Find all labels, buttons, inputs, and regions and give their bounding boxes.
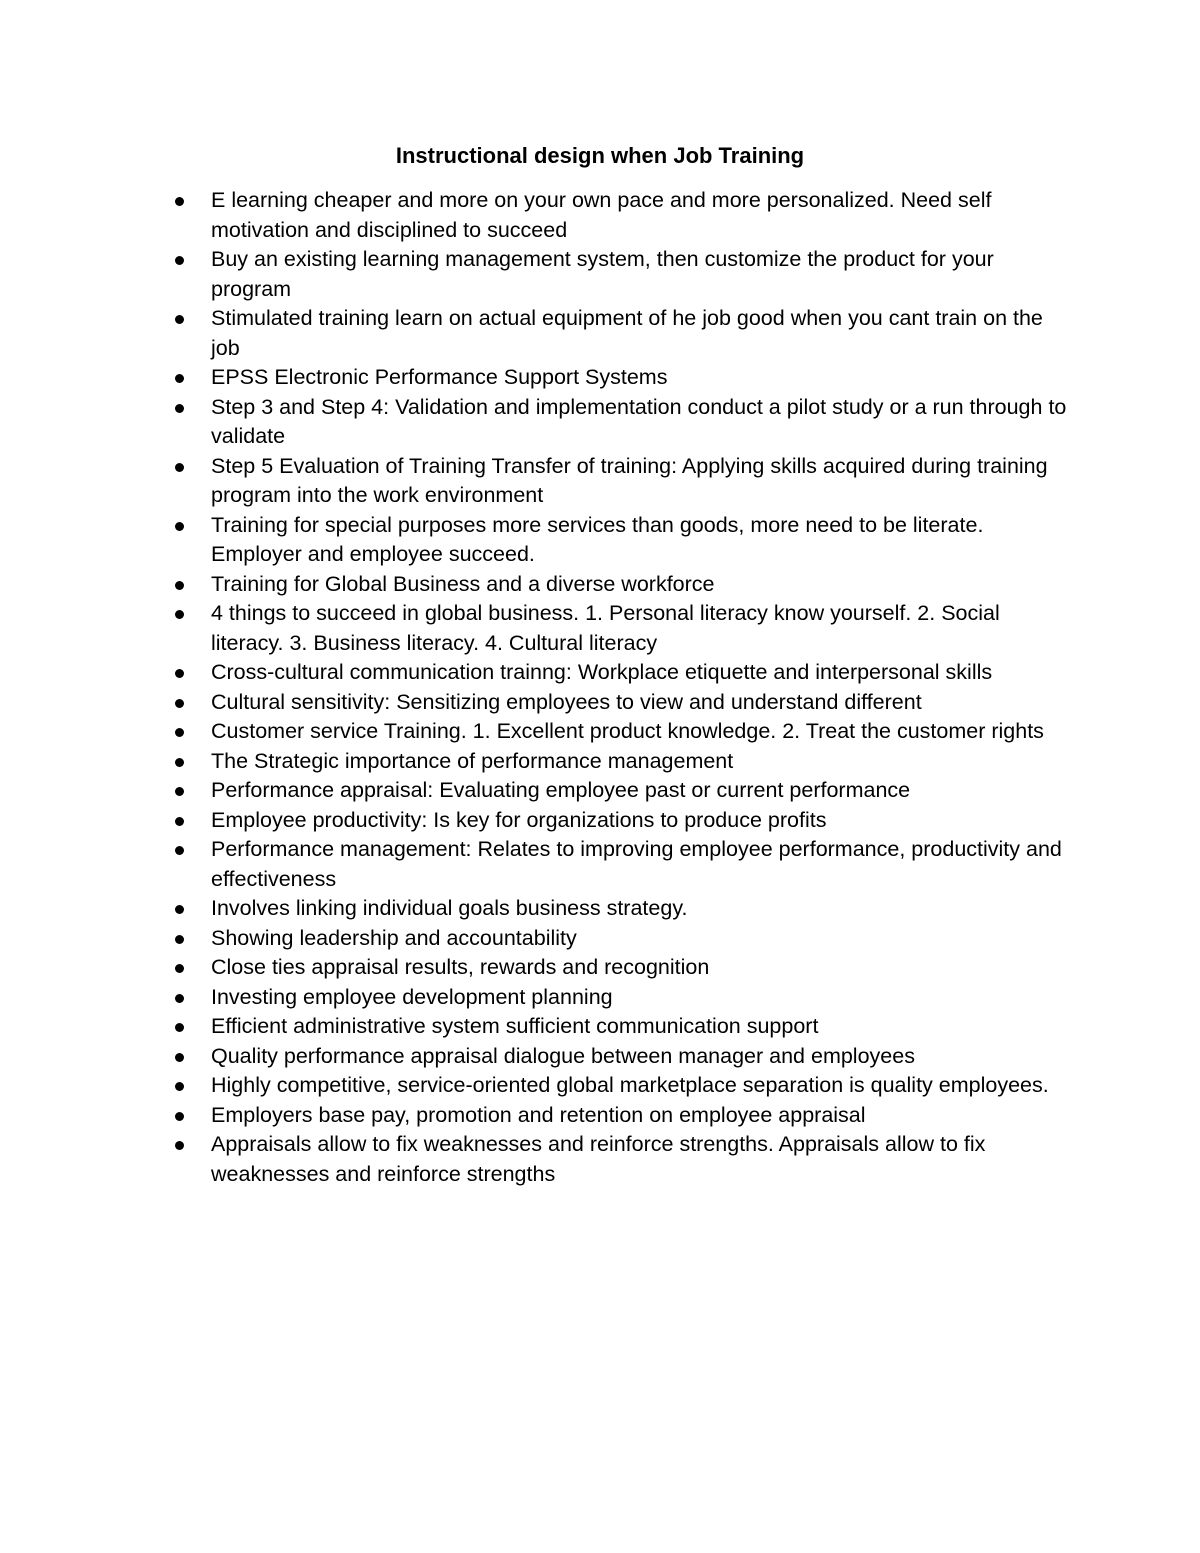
bullet-text: Showing leadership and accountability <box>211 925 577 950</box>
bullet-text: Cross-cultural communication trainng: Workplace etiquette and interpersonal skills <box>211 660 993 684</box>
bullet-text: EPSS Electronic Performance Support Systems <box>211 365 668 389</box>
bullet-icon <box>175 817 184 826</box>
bullet-text: Performance appraisal: Evaluating employee past or current performance <box>211 778 911 802</box>
bullet-text: Highly competitive, service-oriented global marketplace separation is quality employees. <box>211 1073 1049 1097</box>
bullet-icon <box>175 581 184 590</box>
bullet-text: Quality performance appraisal dialogue between manager and employees <box>211 1043 915 1068</box>
bullet-item-3 <box>171 304 1071 363</box>
bullet-text: The Strategic importance of performance management <box>211 748 734 773</box>
bullet-icon <box>175 699 184 708</box>
bullet-item-7 <box>171 511 1071 570</box>
bullet-text: Involves linking individual goals business strategy. <box>211 896 688 920</box>
bullet-icon <box>175 1082 184 1091</box>
bullet-item-16 <box>171 835 1071 894</box>
bullet-icon <box>175 610 184 619</box>
bullet-item-18 <box>171 924 1071 954</box>
bullet-item-23 <box>171 1071 1071 1101</box>
bullet-icon <box>175 197 184 206</box>
bullet-icon <box>175 463 184 472</box>
bullet-item-21 <box>171 1012 1071 1042</box>
bullet-icon <box>175 1141 184 1150</box>
bullet-text: Stimulated training learn on actual equipment of he job good when you cant train on the job <box>211 306 1043 360</box>
bullet-item-25 <box>171 1130 1071 1189</box>
bullet-text: Employers base pay, promotion and retention on employee appraisal <box>211 1102 866 1127</box>
bullet-text: Employee productivity: Is key for organizations to produce profits <box>211 807 827 832</box>
bullet-item-19 <box>171 953 1071 983</box>
bullet-item-13 <box>171 747 1071 777</box>
bullet-icon <box>175 846 184 855</box>
bullet-item-22 <box>171 1042 1071 1072</box>
bullet-icon <box>175 935 184 944</box>
bullet-item-10 <box>171 658 1071 688</box>
bullet-item-17 <box>171 894 1071 924</box>
bullet-item-8 <box>171 570 1071 600</box>
bullet-item-12 <box>171 717 1071 747</box>
document-title: Instructional design when Job Training <box>395 143 805 168</box>
bullet-icon <box>175 1023 184 1032</box>
bullet-item-14 <box>171 776 1071 806</box>
bullet-text: Customer service Training. 1. Excellent product knowledge. 2. Treat the customer rights <box>211 719 1044 743</box>
bullet-item-15 <box>171 806 1071 836</box>
bullet-text: Close ties appraisal results, rewards and recognition <box>211 955 710 979</box>
bullet-item-4 <box>171 363 1071 393</box>
bullet-icon <box>175 315 184 324</box>
bullet-text: Buy an existing learning management system, then customize the product for your program <box>211 247 994 301</box>
bullet-icon <box>175 728 184 737</box>
bullet-item-2 <box>171 245 1071 304</box>
bullet-icon <box>175 905 184 914</box>
bullet-text: Training for Global Business and a diverse workforce <box>211 571 715 596</box>
bullet-text: Efficient administrative system sufficient communication support <box>211 1014 819 1038</box>
bullet-item-24 <box>171 1101 1071 1131</box>
bullet-icon <box>175 964 184 973</box>
bullet-text: Appraisals allow to fix weaknesses and reinforce strengths. Appraisals allow to fix weaknesses and reinforce strengths <box>211 1132 986 1186</box>
bullet-item-20 <box>171 983 1071 1013</box>
bullet-text: E learning cheaper and more on your own pace and more personalized. Need self motivation and disciplined to succeed <box>211 188 992 242</box>
bullet-icon <box>175 522 184 531</box>
bullet-text: Step 3 and Step 4: Validation and implementation conduct a pilot study or a run through to validate <box>211 394 1067 448</box>
bullet-item-5 <box>171 393 1071 452</box>
bullet-text: Step 5 Evaluation of Training Transfer of training: Applying skills acquired during training program into the work environment <box>211 453 1048 507</box>
bullet-text: 4 things to succeed in global business. 1. Personal literacy know yourself. 2. Social literacy. 3. Business literacy. 4. Cultural literacy <box>211 601 1000 655</box>
bullet-icon <box>175 758 184 767</box>
bullet-item-6 <box>171 452 1071 511</box>
bullet-text: Cultural sensitivity: Sensitizing employees to view and understand different <box>211 689 922 714</box>
bullet-icon <box>175 669 184 678</box>
bullet-icon <box>175 256 184 265</box>
bullet-text: Training for special purposes more services than goods, more need to be literate. Employer and employee succeed. <box>211 512 984 566</box>
bullet-item-9 <box>171 599 1071 658</box>
bullet-icon <box>175 1112 184 1121</box>
bullet-icon <box>175 404 184 413</box>
bullet-icon <box>175 374 184 383</box>
bullet-text: Performance management: Relates to improving employee performance, productivity and effectiveness <box>211 837 1062 891</box>
bullet-text: Investing employee development planning <box>211 984 613 1009</box>
bullet-icon <box>175 994 184 1003</box>
bullet-item-1 <box>171 186 1071 245</box>
bullet-item-11 <box>171 688 1071 718</box>
bullet-list <box>171 186 1071 1189</box>
bullet-icon <box>175 1053 184 1062</box>
bullet-icon <box>175 787 184 796</box>
